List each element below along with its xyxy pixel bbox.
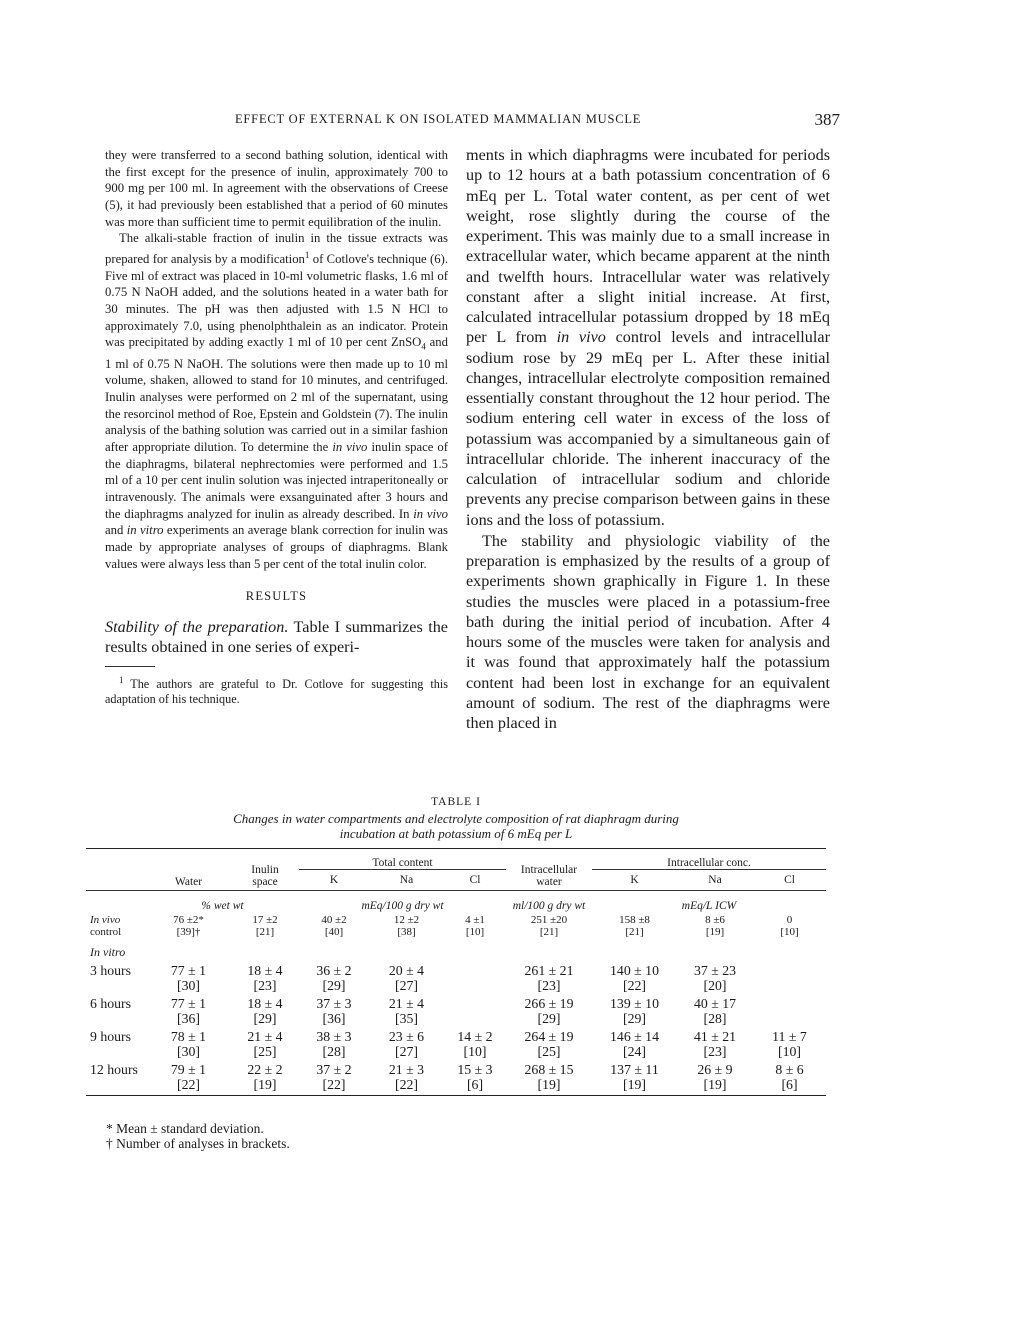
table-caption: Changes in water compartments and electrolyte composition of rat diaphragm during incubation at bath potassium of 6 mEq per L [233, 811, 679, 841]
methods-paragraph-1: they were transferred to a second bathing solution, identical with the first except for the presence of inulin, approximately 700 to 900 mg per 100 ml. In agreement with the observations of Creese (5), it had previously been established that a period of 60 minutes was more than sufficient time to permit equilibration of the inulin. [105, 148, 448, 229]
row-label: 3 hours [90, 963, 132, 978]
table-cell: 11 ± 7 [10] [772, 1029, 807, 1059]
col-header-k-conc: K [630, 874, 639, 886]
table-cell: 20 ± 4 [27] [388, 963, 425, 993]
col-header-na: Na [399, 874, 414, 886]
table-cell: 139 ± 10 [29] [610, 996, 659, 1026]
table-cell: 12 ±2 [38] [393, 914, 420, 938]
footnote-mark: 1 [119, 674, 124, 685]
table-cell: 22 ± 2 [19] [247, 1062, 283, 1092]
table-cell [753, 996, 826, 1029]
unit-meq-dry-wt: mEq/100 g dry wt [361, 900, 444, 912]
table-cell: 8 ±6 [19] [705, 914, 725, 938]
runin-heading: Stability of the preparation. [105, 617, 289, 636]
page-header [105, 110, 840, 132]
table-cell: 15 ± 3 [6] [457, 1062, 493, 1092]
left-column [105, 147, 448, 707]
methods-paragraph-2: The alkali-stable fraction of inulin in the tissue extracts was prepared for analysis by a modification$^1$ of Cotlove's technique (6). Five ml of extract was placed in 10-ml volumetric flasks, 1.6 ml of 0.75 N NaOH added, and the solutions heated in a water bath for 30 minutes. The pH was then adjusted with 1.5 N HCl to approximately 7.0, using phenolphthalein as an indicator. Protein was precipitated by adding exactly 1 ml of 10 per cent ZnSO$_4$ and 1 ml of 0.75 N NaOH. The solutions were then made up to 10 ml volume, shaken, allowed to stand for 10 minutes, and centrifuged. Inulin analyses were performed on 2 ml of the supernatant, using the resorcinol method of Roe, Epstein and Goldstein (7). The inulin analysis of the bathing solution was carried out in a similar fashion after appropriate dilution. To determine the in vivo inulin space of the diaphragms, bilateral nephrectomies were performed and 1.5 ml of a 10 per cent inulin solution was injected intraperitoneally or intravenously. The animals were exsanguinated after 3 hours and the diaphragms analyzed for inulin as already described. In in vivo and in vitro experiments an average blank correction for inulin was made by appropriate analyses of groups of diaphragms. Blank values were always less than 5 per cent of the total inulin color. [105, 231, 448, 571]
table-cell: 21 ± 4 [25] [247, 1029, 283, 1059]
results-paragraph-cont: ments in which diaphragms were incubated for periods up to 12 hours at a bath potassium concentration of 6 mEq per L. Total water content, as per cent of wet weight, rose slightly during the course of the experiment. This was mainly due to a small increase in extracellular water, which became apparent at the ninth and twelfth hours. Intracellular water was relatively constant after a slight initial increase. At first, calculated intracellular potassium dropped by 18 mEq per L from in vivo control levels and intracellular sodium rose by 29 mEq per L. After these initial changes, intracellular electrolyte composition remained essentially constant throughout the 12 hour period. The sodium entering cell water in excess of the loss of potassium was accompanied by a simultaneous gain of intracellular chloride. The inherent inaccuracy of the calculation of intracellular sodium and chloride prevents any precise comparison between gains in these ions and the loss of potassium. [466, 146, 830, 529]
units-row [86, 897, 826, 915]
page-number: 387 [814, 110, 840, 129]
col-header-cl-conc: Cl [784, 874, 795, 886]
table-cell: 37 ± 3 [36] [316, 996, 352, 1026]
table-row [86, 1029, 826, 1062]
table-cell: 18 ± 4 [23] [247, 963, 283, 993]
footnote-rule [105, 666, 155, 667]
col-header-water: Water [174, 876, 203, 888]
table-cell: 8 ± 6 [6] [775, 1062, 804, 1092]
table-cell: 37 ± 2 [22] [316, 1062, 352, 1092]
table-cell: 38 ± 3 [28] [316, 1029, 352, 1059]
table-cell: 77 ± 1 [36] [170, 996, 207, 1026]
table-cell: 261 ± 21 [23] [524, 963, 574, 993]
col-header-inulin-space: Inulin space [251, 864, 279, 888]
table-cell: 40 ± 17 [28] [693, 996, 737, 1026]
table-cell: 36 ± 2 [29] [316, 963, 352, 993]
row-label: 12 hours [90, 1062, 138, 1077]
table-cell: 37 ± 23 [20] [693, 963, 737, 993]
table-note-brackets: † Number of analyses in brackets. [106, 1136, 290, 1151]
table-header-row-1 [86, 853, 826, 870]
table-cell: 251 ±20 [21] [530, 914, 568, 938]
table-label: TABLE I [431, 796, 481, 808]
results-heading: RESULTS [245, 589, 308, 604]
col-header-intracellular-water: Intracellular water [520, 864, 578, 888]
table-cell: 264 ± 19 [25] [524, 1029, 574, 1059]
unit-meq-icw: mEq/L ICW [681, 900, 737, 912]
group-header-intracellular-conc: Intracellular conc. [592, 853, 826, 870]
col-header-cl: Cl [469, 874, 481, 886]
row-label: 6 hours [90, 996, 132, 1011]
footnote-ref: 1 [304, 249, 310, 260]
table-cell: 140 ± 10 [22] [610, 963, 659, 993]
table-cell: 21 ± 4 [35] [388, 996, 425, 1026]
row-label-in-vitro: In vitro [90, 945, 126, 959]
table-cell [444, 996, 506, 1029]
table-cell: 146 ± 14 [24] [610, 1029, 659, 1059]
table-cell [753, 963, 826, 996]
results-paragraph: Stability of the preparation. Table I summarizes the results obtained in one series of experi- [105, 617, 448, 657]
right-column [466, 145, 830, 733]
group-header-total-content: Total content [299, 853, 506, 870]
table-cell: 77 ± 1 [30] [170, 963, 207, 993]
unit-ml-dry-wt: ml/100 g dry wt [512, 900, 586, 912]
table-cell: 17 ±2 [21] [252, 914, 278, 938]
table-row-in-vivo [86, 915, 826, 945]
stability-paragraph: The stability and physiologic viability of the preparation is emphasized by the results of a group of experiments shown graphically in Figure 1. In these studies the muscles were placed in a potassium-free bath during the initial period of incubation. After 4 hours some of the muscles were taken for analysis and it was found that approximately half the potassium content had been lost in exchange for an equivalent amount of sodium. The rest of the diaphragms were then placed in [466, 531, 830, 732]
footnote: $^1$ The authors are grateful to Dr. Cotlove for suggesting this adaptation of his technique. [105, 674, 448, 706]
table-cell: 0 [10] [780, 914, 799, 938]
table-cell: 41 ± 21 [23] [693, 1029, 737, 1059]
table-cell: 40 ±2 [40] [321, 914, 347, 938]
table-cell: 137 ± 11 [19] [610, 1062, 659, 1092]
col-header-k: K [329, 874, 339, 886]
data-table [86, 848, 826, 1098]
col-header-na-conc: Na [708, 874, 722, 886]
table-cell: 4 ±1 [10] [465, 914, 485, 938]
table-row-in-vitro-label [86, 945, 826, 963]
table-row [86, 1062, 826, 1096]
table-row [86, 996, 826, 1029]
table-cell: 158 ±8 [21] [619, 914, 650, 938]
table-1 [86, 796, 826, 1092]
table-cell: 76 ±2* [39]† [173, 914, 204, 938]
table-cell: 266 ± 19 [29] [524, 996, 574, 1026]
table-cell: 14 ± 2 [10] [457, 1029, 493, 1059]
row-label: 9 hours [90, 1029, 132, 1044]
table-note-mean: * Mean ± standard deviation. [106, 1121, 264, 1136]
table-cell: 268 ± 15 [19] [524, 1062, 574, 1092]
table-row [86, 963, 826, 996]
table-notes [106, 1121, 290, 1151]
table-cell: 79 ± 1 [22] [170, 1062, 207, 1092]
table-cell: 26 ± 9 [19] [697, 1062, 733, 1092]
table-cell: 21 ± 3 [22] [388, 1062, 425, 1092]
row-label-in-vivo: In vivo control [90, 914, 122, 938]
table-cell: 23 ± 6 [27] [388, 1029, 425, 1059]
table-cell: 18 ± 4 [29] [247, 996, 283, 1026]
unit-pct-wet-wt: % wet wt [201, 900, 244, 912]
running-head: EFFECT OF EXTERNAL K ON ISOLATED MAMMALIAN MUSCLE [235, 112, 642, 126]
table-cell: 78 ± 1 [30] [170, 1029, 207, 1059]
table-cell [444, 963, 506, 996]
